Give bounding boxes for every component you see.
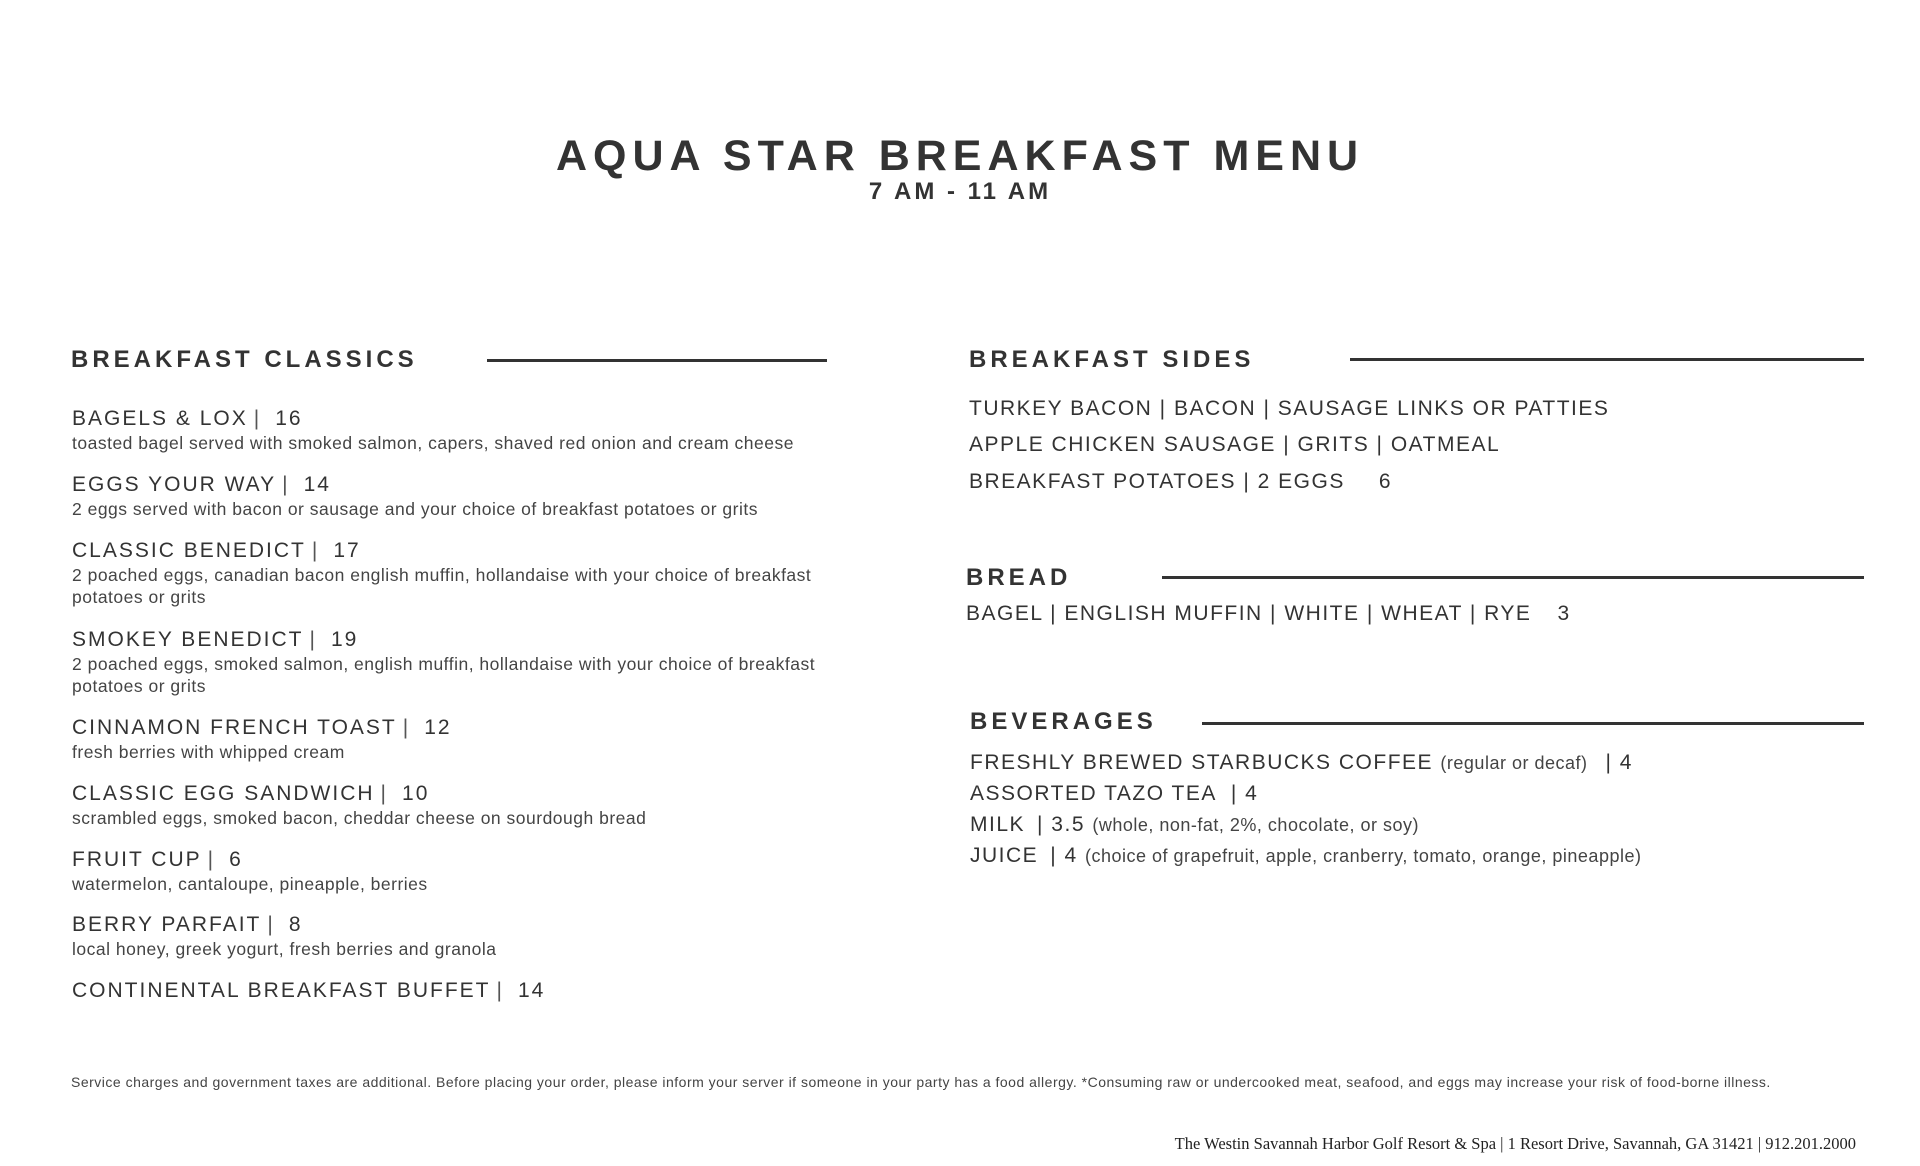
item-price: 14 [517,979,546,1002]
item-separator: | [267,913,275,936]
item-price: 12 [424,716,452,739]
menu-item-bagels-lox [72,406,832,454]
menu-title: AQUA STAR BREAKFAST MENU [555,132,1365,180]
bread-options: BAGEL | ENGLISH MUFFIN | WHITE | WHEAT | RYE [966,602,1532,625]
bread-line [966,601,1571,627]
beverage-price: | 4 [1230,782,1259,805]
menu-hours: 7 AM - 11 AM [868,178,1052,205]
beverage-price: | 3.5 [1037,813,1085,836]
item-name: EGGS YOUR WAY [72,473,277,496]
item-description: local honey, greek yogurt, fresh berries and granola [72,939,497,959]
section-title-bread: BREAD [966,564,1072,591]
item-description: scrambled eggs, smoked bacon, cheddar cheese on sourdough bread [72,808,647,828]
item-description: watermelon, cantaloupe, pineapple, berries [72,874,428,894]
item-price: 14 [303,473,331,496]
beverage-name: MILK [970,813,1026,836]
item-separator: | [253,407,262,430]
section-title-beverages: BEVERAGES [970,708,1157,735]
item-name: BAGELS & LOX [72,407,248,430]
beverage-price: | 4 [1050,844,1078,867]
item-price: 6 [229,848,243,871]
item-separator: | [496,979,504,1002]
section-rule-classics [487,359,827,362]
beverage-note: (whole, non-fat, 2%, chocolate, or soy) [1092,815,1419,835]
item-separator: | [380,782,389,805]
section-title-classics: BREAKFAST CLASSICS [71,346,418,373]
beverage-juice [970,843,1641,869]
sides-line-1: TURKEY BACON | BACON | SAUSAGE LINKS OR PATTIES [969,397,1610,420]
sides-line-2: APPLE CHICKEN SAUSAGE | GRITS | OATMEAL [969,433,1501,456]
item-name: CLASSIC BENEDICT [72,539,306,562]
bread-price: 3 [1557,602,1571,625]
item-separator: | [402,716,411,739]
item-description: toasted bagel served with smoked salmon, capers, shaved red onion and cream cheese [72,433,794,453]
item-price: 8 [288,913,303,936]
item-price: 19 [330,628,359,651]
beverage-name: ASSORTED TAZO TEA [970,782,1217,805]
item-separator: | [207,848,216,871]
item-price: 10 [402,782,430,805]
item-description: 2 poached eggs, canadian bacon english muffin, hollandaise with your choice of breakfast potatoes or grits [72,565,812,607]
beverage-name: FRESHLY BREWED STARBUCKS COFFEE [970,751,1434,774]
sides-line-3-text: BREAKFAST POTATOES | 2 EGGS [969,470,1345,493]
beverage-note: (choice of grapefruit, apple, cranberry, tomato, orange, pineapple) [1085,846,1642,866]
beverage-price: | 4 [1605,751,1633,774]
item-name: SMOKEY BENEDICT [72,628,304,651]
item-name: CLASSIC EGG SANDWICH [72,782,375,805]
item-description: 2 eggs served with bacon or sausage and your choice of breakfast potatoes or grits [72,499,758,519]
beverage-note: (regular or decaf) [1440,753,1588,773]
section-rule-sides [1350,358,1864,361]
item-separator: | [309,628,317,651]
item-name: BERRY PARFAIT [72,913,262,936]
item-separator: | [311,539,320,562]
menu-item-smokey-benedict [72,627,832,697]
menu-item-fruit-cup [72,847,832,895]
section-rule-beverages [1202,722,1864,725]
sides-price: 6 [1378,470,1393,493]
item-price: 16 [275,407,303,430]
item-separator: | [282,473,290,496]
menu-item-cinnamon-french-toast [72,715,832,763]
item-price: 17 [333,539,361,562]
item-name: CONTINENTAL BREAKFAST BUFFET [72,979,491,1002]
beverage-name: JUICE [970,844,1039,867]
item-name: FRUIT CUP [72,848,202,871]
beverage-tea [970,781,1258,807]
menu-item-eggs-your-way [72,472,832,520]
item-description: 2 poached eggs, smoked salmon, english muffin, hollandaise with your choice of breakfast potatoes or grits [72,654,816,696]
section-rule-bread [1162,576,1864,579]
menu-item-classic-benedict [72,538,832,608]
item-description: fresh berries with whipped cream [72,742,345,762]
footer-address: The Westin Savannah Harbor Golf Resort & Spa | 1 Resort Drive, Savannah, GA 31421 | 912.201.2000 [1174,1134,1856,1153]
footer-disclaimer: Service charges and government taxes are additional. Before placing your order, please inform your server if someone in your party has a food allergy. *Consuming raw or undercooked meat, seafood, and eggs may increase your risk of food-borne illness. [71,1074,1771,1090]
sides-line-3 [969,469,1392,495]
menu-item-berry-parfait [72,912,832,960]
beverage-coffee [970,750,1633,776]
beverage-milk [970,812,1419,838]
section-title-sides: BREAKFAST SIDES [969,346,1255,373]
menu-item-classic-egg-sandwich [72,781,832,829]
item-name: CINNAMON FRENCH TOAST [72,716,397,739]
menu-item-continental-buffet [72,978,832,1004]
